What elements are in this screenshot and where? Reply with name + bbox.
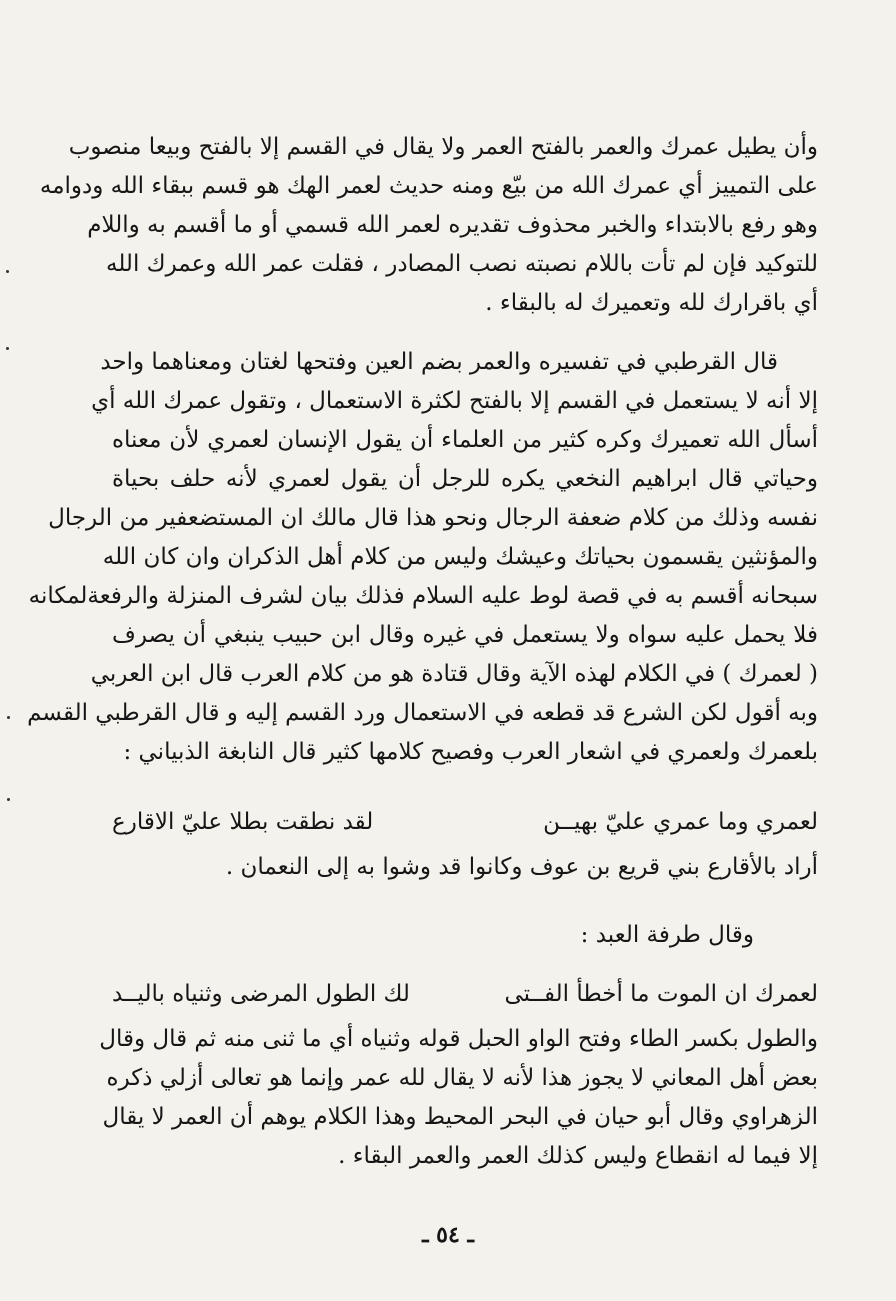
text-line: على التمييز أي عمرك الله من بيّع ومنه حديث لعمر الهك هو قسم ببقاء الله ودوامه — [39, 173, 818, 199]
paragraph-2 — [27, 343, 818, 772]
paragraph-1 — [39, 128, 818, 323]
verse-first-hemistich: لعمرك ان الموت ما أخطأ الفــتى — [504, 981, 818, 1007]
text-line: وحياتي قال ابراهيم النخعي يكره للرجل أن يقول لعمري لأنه حلف بحياة — [112, 466, 818, 492]
text-line: فلا يحمل عليه سواه ولا يستعمل في غيره وقال ابن حبيب ينبغي أن يصرف — [112, 622, 818, 648]
text-line: بلعمرك ولعمري في اشعار العرب وفصيح كلامها كثير قال النابغة الذبياني : — [123, 739, 818, 765]
text-line: ( لعمرك ) في الكلام لهذه الآية وقال قتادة هو من كلام العرب قال ابن العربي — [90, 661, 818, 687]
scan-speck — [7, 798, 10, 801]
text-line: والمؤنثين يقسمون بحياتك وعيشك وليس من كلام أهل الذكران وان كان الله — [102, 544, 818, 570]
paragraph-3 — [112, 848, 818, 887]
text-line: إلا فيما له انقطاع وليس كذلك العمر والعمر البقاء . — [338, 1143, 818, 1169]
text-line: أراد بالأقارع بني قريع بن عوف وكانوا قد وشوا به إلى النعمان . — [225, 854, 818, 880]
text-line: قال القرطبي في تفسيره والعمر بضم العين وفتحها لغتان ومعناهما واحد — [100, 349, 778, 375]
text-line: بعض أهل المعاني لا يجوز هذا لأنه لا يقال لله عمر وإنما هو تعالى أزلي ذكره — [106, 1065, 818, 1091]
text-line: نفسه وذلك من كلام ضعفة الرجال ونحو هذا قال مالك ان المستضعفير من الرجال — [48, 505, 818, 531]
section-heading-tarafa: وقال طرفة العبد : — [580, 922, 754, 948]
verse-first-hemistich: لعمري وما عمري عليّ بهيــن — [543, 809, 818, 835]
text-line: وبه أقول لكن الشرع قد قطعه في الاستعمال ورد القسم إليه و قال القرطبي القسم — [27, 700, 818, 726]
text-line: وأن يطيل عمرك والعمر بالفتح العمر ولا يقال في القسم إلا بالفتح وبيعا منصوب — [68, 134, 818, 160]
text-line: والطول بكسر الطاء وفتح الواو الحبل قوله وثنياه أي ما ثنى منه ثم قال وقال — [99, 1026, 818, 1052]
scan-speck — [7, 716, 10, 719]
text-line: أي باقرارك لله وتعميرك له بالبقاء . — [485, 290, 818, 316]
text-line: للتوكيد فإن لم تأت باللام نصبته نصب المصادر ، فقلت عمر الله وعمرك الله — [105, 251, 818, 277]
text-line: وهو رفع بالابتداء والخبر محذوف تقديره لعمر الله قسمي أو ما أقسم به واللام — [87, 212, 818, 238]
verse-second-hemistich: لك الطول المرضى وثنياه باليــد — [112, 981, 410, 1007]
page-number: ـ ٥٤ ـ — [422, 1222, 474, 1248]
paragraph-4 — [99, 1020, 818, 1176]
scan-speck — [6, 347, 9, 350]
text-line: أسأل الله تعميرك وكره كثير من العلماء أن يقول الإنسان لعمري لأن معناه — [112, 427, 818, 453]
scan-speck — [6, 270, 9, 273]
text-line: إلا أنه لا يستعمل في القسم إلا بالفتح لكثرة الاستعمال ، وتقول عمرك الله أي — [91, 388, 818, 414]
text-line: سبحانه أقسم به في قصة لوط عليه السلام فذلك بيان لشرف المنزلة والرفعةلمكانه — [28, 583, 818, 609]
verse-tarafa — [112, 974, 818, 1014]
text-line: الزهراوي وقال أبو حيان في البحر المحيط وهذا الكلام يوهم أن العمر لا يقال — [102, 1104, 818, 1130]
verse-nabigha — [112, 802, 818, 842]
verse-second-hemistich: لقد نطقت بطلا عليّ الاقارع — [112, 809, 374, 835]
